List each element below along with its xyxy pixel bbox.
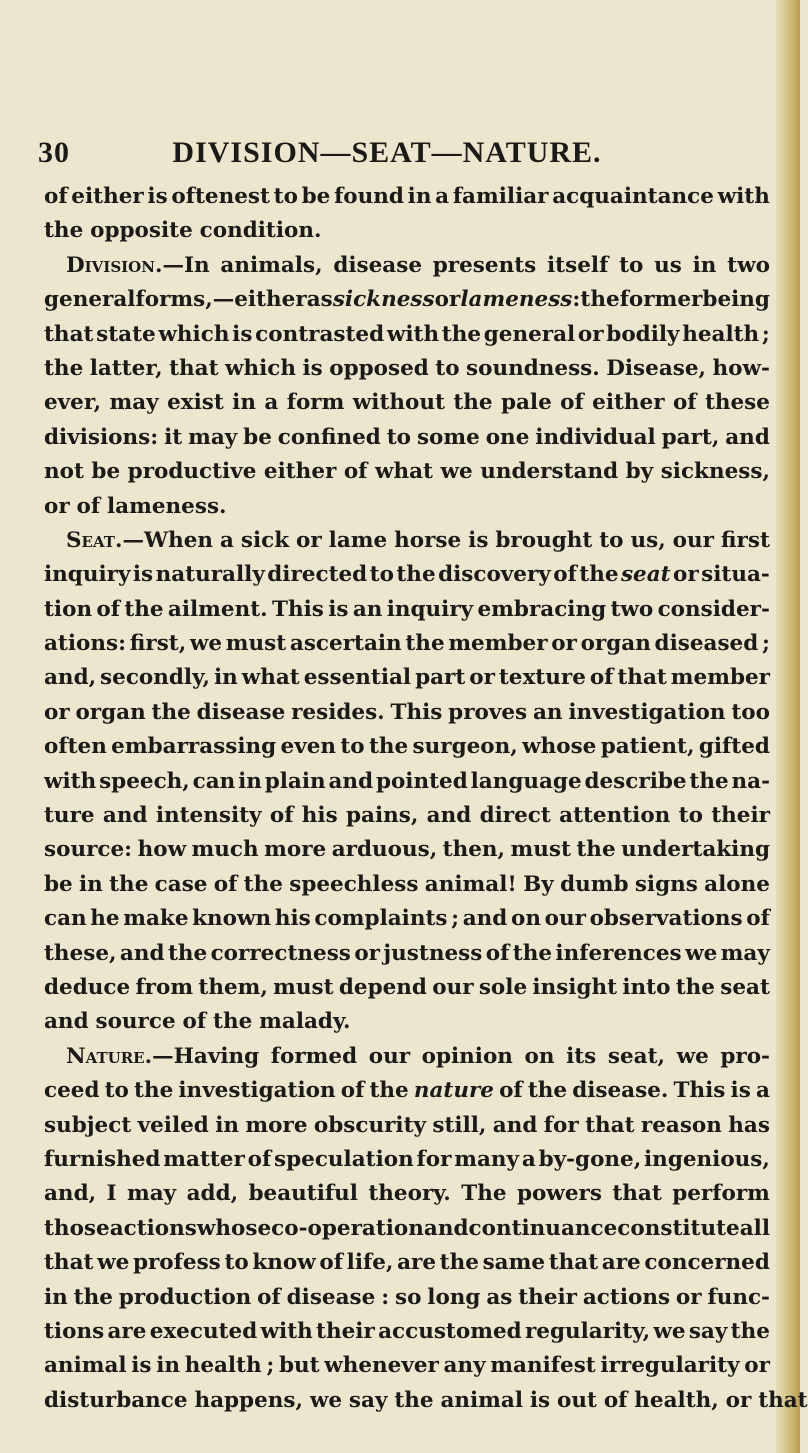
text-line: and, secondly, in what essential part or texture of that member (44, 665, 770, 691)
text-line: ture and intensity of his pains, and direct attention to their (44, 803, 770, 829)
text-line: ations: first, we must ascertain the member or organ diseased ; (44, 631, 770, 657)
text-line: with speech, can in plain and pointed language describe the na- (44, 768, 770, 794)
page-number: 30 (38, 136, 70, 169)
text-line: can he make known his complaints ; and on our observations of (44, 906, 770, 932)
text-line: in the production of disease : so long as their actions or func- (44, 1284, 770, 1310)
text-line: source: how much more arduous, then, must the undertaking (44, 837, 770, 863)
text-line: and, I may add, beautiful theory. The powers that perform (44, 1181, 770, 1207)
page-edge (776, 0, 800, 1453)
text-line: that state which is contrasted with the general or bodily health ; (44, 321, 770, 347)
text-line: and source of the malady. (44, 1009, 351, 1035)
text-line: ever, may exist in a form without the pale of either of these (44, 390, 770, 416)
text-line: often embarrassing even to the surgeon, whose patient, gifted (44, 734, 770, 760)
text-line: or organ the disease resides. This proves an investigation too (44, 699, 770, 725)
body-text (44, 180, 808, 1418)
text-line: that we profess to know of life, are the same that are concerned (44, 1250, 770, 1276)
page-header (38, 136, 738, 172)
text-line: furnished matter of speculation for many a by-gone, ingenious, (44, 1146, 770, 1172)
text-line: be in the case of the speechless animal! By dumb signs alone (44, 871, 770, 897)
text-line: subject veiled in more obscurity still, and for that reason has (44, 1112, 770, 1138)
running-head: DIVISION—SEAT—NATURE. (172, 136, 602, 169)
text-line: inquiry is naturally directed to the discovery of the seat or situa- (44, 562, 770, 588)
text-line: these, and the correctness or justness of the inferences we may (44, 940, 770, 966)
text-line: deduce from them, must depend our sole insight into the seat (44, 974, 770, 1000)
text-line: Seat.—When a sick or lame horse is brought to us, our first (66, 527, 770, 553)
text-line: of either is oftenest to be found in a familiar acquaintance with (44, 184, 770, 209)
text-line: animal is in health ; but whenever any manifest irregularity or (44, 1353, 770, 1379)
text-line: or of lameness. (44, 493, 227, 519)
text-line: tions are executed with their accustomed regularity, we say the (44, 1318, 770, 1344)
text-line: the latter, that which is opposed to soundness. Disease, how- (44, 355, 770, 381)
text-line: disturbance happens, we say the animal is out of health, or that (44, 1387, 808, 1413)
text-line: tion of the ailment. This is an inquiry embracing two consider- (44, 596, 770, 622)
text-line: not be productive either of what we understand by sickness, (44, 459, 770, 485)
text-line: general forms,—either as sickness or lameness: the former being (44, 287, 770, 313)
text-line: the opposite condition. (44, 218, 322, 244)
text-line: Nature.—Having formed our opinion on its seat, we pro- (66, 1043, 770, 1069)
text-line: those actions whose co-operation and continuance constitute all (44, 1215, 771, 1241)
text-line: ceed to the investigation of the nature of the disease. This is a (44, 1078, 770, 1104)
text-line: Division.—In animals, disease presents itself to us in two (66, 252, 770, 278)
text-line: divisions: it may be confined to some one individual part, and (44, 424, 770, 450)
